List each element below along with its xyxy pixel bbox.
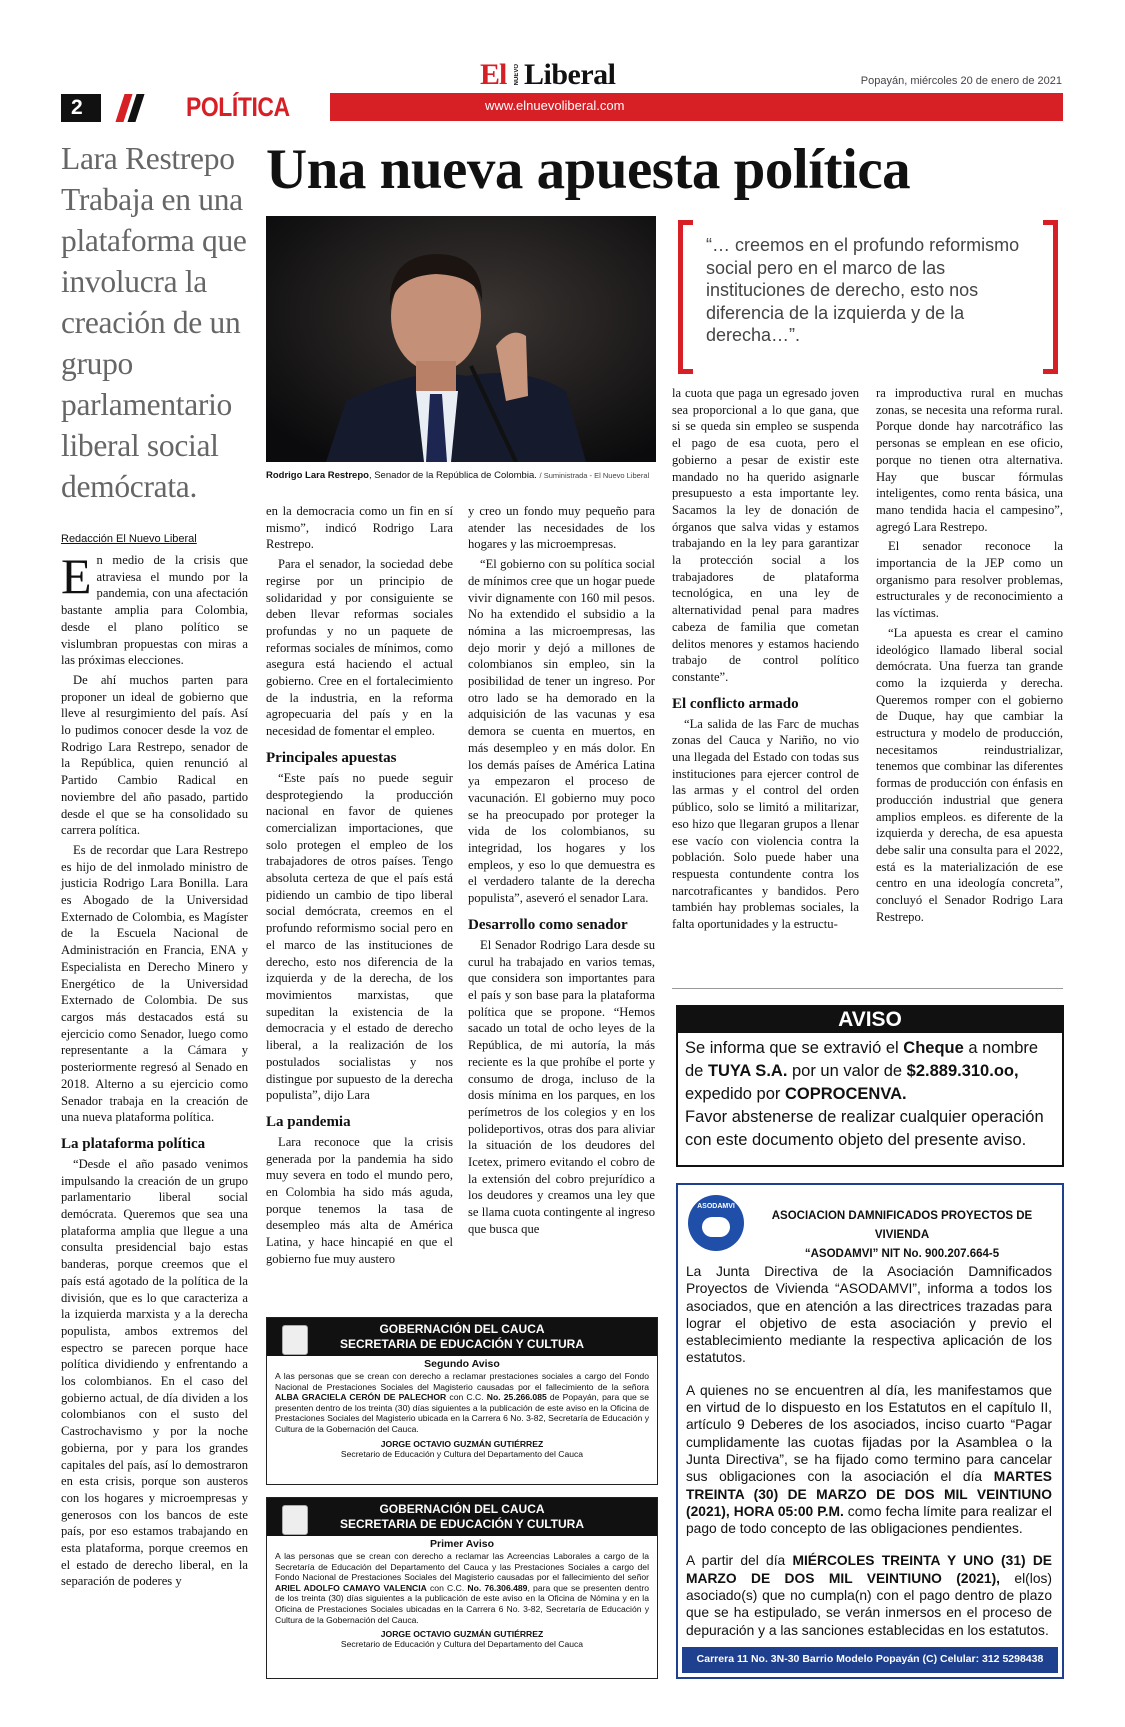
logo-el: El (480, 58, 507, 91)
notice2-t1: A las personas que se crean con derecho a reclamar las Acreencias Laborales a cargo de la Secretaría de Educación del Departamento del Cauca y las Prestaciones Sociales a cargo del Fondo Nacional de Prestaciones Sociales del Magisterio causadas por el fallecimiento del señor (275, 1551, 649, 1583)
article-column-5 (876, 385, 1063, 929)
article-photo (266, 216, 656, 462)
notice1-id: No. 25.266.085 (486, 1392, 547, 1403)
col2-p4: Lara reconoce que la crisis generada por la pandemia ha sido muy severa en todo el mundo pero, en Colombia ha sido más aguda, porque tenemos la tasa de desempleo más alta de América Latina, y hace hincapié en que el gobierno fue muy austero (266, 1134, 453, 1266)
asodamvi-title2: “ASODAMVI” NIT No. 900.207.664-5 (804, 1248, 1000, 1260)
pull-quote-text: “… creemos en el profundo reformismo social pero en el marco de las instituciones de derecho, esto nos diferencia de la izquierda y de la derecha…”. (706, 235, 1020, 345)
photo-credit: / Suministrada - El Nuevo Liberal (539, 471, 650, 480)
notice-segundo-aviso (266, 1317, 658, 1485)
page-number: 2 (71, 96, 83, 119)
asodamvi-p3 (686, 1552, 1052, 1638)
notice2-t3: , para que se presenten dentro de los treinta (30) días siguientes a la publicación de este aviso en la Oficina de Nómina y en la Oficina de Prestaciones Sociales ubicadas en la Carrera 6 No. 3-82, Secretaría de Educación y Cultura de la Gobernación del Cauca. (275, 1582, 649, 1625)
notice1-person: ALBA GRACIELA CERÓN DE PALECHOR (275, 1392, 447, 1403)
notice1-t1: A las personas que se crean con derecho a reclamar prestaciones sociales a cargo del Fondo Nacional de Prestaciones Sociales del Magisterio causadas por el fallecimiento de la señora (275, 1371, 649, 1392)
asodamvi-title (748, 1207, 1056, 1264)
asodamvi-logo-text: ASODAMVI (697, 1203, 735, 1210)
photo-caption (266, 470, 666, 481)
asodamvi-title1: ASOCIACION DAMNIFICADOS PROYECTOS DE VIVIENDA (771, 1210, 1033, 1241)
aviso-t2: a nombre de (685, 1039, 1039, 1080)
col3-p1: y creo un fondo muy pequeño para atender las necesidades de los hogares y las microempresas. (468, 504, 655, 552)
aviso-company: TUYA S.A. (707, 1062, 788, 1080)
handshake-icon (702, 1217, 730, 1237)
notice2-id: No. 76.306.489 (467, 1582, 528, 1593)
byline: Redacción El Nuevo Liberal (61, 533, 197, 545)
asodamvi-deadline: MARTES TREINTA (30) DE MARZO DE DOS MIL VEINTIUNO (2021), HORA 05:00 P.M. (686, 1469, 1052, 1519)
dateline: Popayán, miércoles 20 de enero de 2021 (860, 75, 1062, 87)
notice2-line1: GOBERNACIÓN DEL CAUCA (379, 1502, 545, 1516)
aviso-issuer: COPROCENVA. (785, 1085, 907, 1103)
aviso-cheque: Cheque (903, 1039, 964, 1057)
asodamvi-footer (682, 1647, 1058, 1673)
section-slash-icon (118, 94, 154, 122)
subhead-desarrollo: Desarrollo como senador (468, 916, 628, 933)
col4-p1: la cuota que paga un egresado joven sea proporcional a lo que gana, que si se queda sin empleo se suspenda el pago de esa cuota, pero el gobierno a pesar de existir este mandado no ha querido asignarle presupuesto a esta importante ley. Sacamos la ley de donación de órganos que salva vidas y estamos trabajando en la ley para garantizar la protección social a los trabajadores de plataforma tecnológica, en una ley de alternatividad penal para madres cabeza de familia que cometan delitos menores y estamos haciendo trabajo de control político constante”. (672, 386, 859, 684)
notice1-line2: SECRETARIA DE EDUCACIÓN Y CULTURA (339, 1337, 584, 1351)
notice1-line1: GOBERNACIÓN DEL CAUCA (379, 1322, 545, 1336)
aviso-box (676, 1005, 1064, 1167)
logo-nuevo: NUEVO (514, 64, 520, 86)
logo-liberal: Liberal (524, 58, 616, 91)
article-column-4 (672, 385, 859, 936)
notice2-signer: JORGE OCTAVIO GUZMÁN GUTIÉRREZ (380, 1629, 544, 1640)
asodamvi-body (686, 1263, 1052, 1639)
gobernacion-seal-icon (282, 1505, 308, 1535)
col3-p2: “El gobierno con su política social de mínimos cree que un hogar puede vivir dignamente con 160 mil pesos. No ha extendido el subsidio a la nómina a las microempresas, las dejo morir y dejó a millones de colombianos sin empleo, sin la posibilidad de tener un ingreso. Por otro lado se ha demorado en la adquisición de las vacunas y esa demora se cuenta en muertos, en más desempleo y en más dolor. En los demás países de América Latina ya empezaron el proceso de vacunación. El gobierno muy poco se ha preocupado por proteger la vida de los colombianos, su integridad, los hogares y los empleos, y eso lo que demuestra es el verdadero talante de la derecha populista”, aseveró el senador Lara. (468, 557, 655, 906)
col5-p1: ra improductiva rural en muchas zonas, se necesita una reforma rural. Porque donde hay narcotráfico las personas se emplean en ese oficio, porque no tienen otra alternativa. Hay que buscar fórmulas inteligentes, como renta básica, una mano tendida hacia el campesino”, agregó Lara Restrepo. (876, 386, 1063, 534)
col2-p3: “Este país no puede seguir desprotegiendo la producción nacional en favor de quienes comercializan importaciones, que solo protegen el empleo de los trabajadores de otros países. Tengo absoluta certeza de que el país está pidiendo un cambio de tipo liberal social demócrata, creemos en el profundo reformismo social pero en el marco de las instituciones de derecho, esto nos diferencia de la izquierda y de la derecha, de los movimientos marxistas, que supeditan la existencia de la democracia y el estado de derecho liberal, a la realización de los postulados socialistas y nos distingue por supuesto de la derecha populista”, dijo Lara (266, 770, 453, 1103)
gobernacion-seal-icon (282, 1325, 308, 1355)
col1-p4: “Desde el año pasado venimos impulsando la creación de un grupo parlamentario liberal social demócrata. Queremos que sea una plataforma amplia que llegue a una consulta presidencial bajo estas banderas, porque creemos que el país está agotado de la política de la división, que es lo que caracteriza a la izquierda marxista y a la derecha populista, ambos extremos del espectro se parecen porque hace política dividiendo y enfrentando a los colombianos. En el caso del gobierno actual, de día dividen a los colombianos con el susto del Castrochavismo y por la noche gobierna, por y para los grandes capitales del país, así lo demostraron en esta crisis, porque son austeros con los hogares y microempresas y generosos con los bancos de este país, por eso estamos trabajando en esta plataforma, porque creemos en el estado de derecho liberal, en la separación de poderes y (61, 1156, 248, 1589)
aviso-t5: Favor abstenerse de realizar cualquier operación con este documento objeto del presente aviso. (685, 1108, 1044, 1149)
page-header (0, 0, 1125, 130)
aviso-t1: Se informa que se extravió el (685, 1039, 904, 1057)
asodamvi-p3a: A partir del día (686, 1553, 793, 1569)
section-label: POLÍTICA (186, 92, 290, 122)
asodamvi-p2 (686, 1382, 1052, 1538)
asodamvi-p2a: A quienes no se encuentren al día, les manifestamos que en virtud de lo dispuesto en los Estatutos en el capítulo II, artículo 9 Deberes de los asociados, inciso cuarto “Pagar cumplidamente las cuotas fijadas por la Asamblea o la Junta Directiva”, se ha fijado como termino para cancelar sus obligaciones con la asociación el día (686, 1382, 1052, 1485)
subhead-apuestas: Principales apuestas (266, 749, 397, 766)
asodamvi-notice (676, 1183, 1064, 1679)
notice1-t2: con C.C. (446, 1392, 487, 1403)
asodamvi-p3c: el(los) asociado(s) que no cumpla(n) con el pago dentro de plazo que se ha estipulado, se verán inmersos en el proceso de depuración y a las sanciones establecidas en los estatutos. (686, 1570, 1052, 1638)
notice1-body (267, 1370, 657, 1436)
aviso-text (678, 1033, 1062, 1156)
notice1-subtitle: Segundo Aviso (424, 1358, 500, 1370)
col1-p3: Es de recordar que Lara Restrepo es hijo de del inmolado ministro de justicia Rodrigo Lara Bonilla. Lara es Abogado de la Universidad Externado de Colombia, es Magíster de la Escuela Nacional de Administración en Francia, ENA y Especialista en Derecho Minero y Energético de la Universidad Externado de Colombia. De sus cargos más destacados está su ejercicio como Senador, luego como representante a la Cámara y posteriormente regresó al Senado en 2018. Alterno a su ejercicio como Senador trabaja en la creación de una nueva plataforma política. (61, 842, 248, 1125)
notice2-t2: con C.C. (426, 1582, 468, 1593)
col4-p2: “La salida de las Farc de muchas zonas del Cauca y Nariño, no vio una llegada del Estado con todas sus instituciones para ejercer control de las armas y el control del orden público, solo se limitó a militarizar, eso hizo que llegaran grupos a llenar ese vacío con violencia contra la población. Solo puede haber una respuesta contundente contra los narcotraficantes y bandidos. Pero también hay problemas sociales, la falta oportunidades y la estructu- (672, 716, 859, 932)
notice1-t3: de Popayán, para que se presenten dentro de los treinta (30) días siguientes a la publicación de este aviso en la Oficina de Prestaciones Sociales del Magisterio ubicada en la Carrera 6 No. 3-82, Secretaría de Educación y Cultura de la Gobernación del Cauca. (275, 1392, 650, 1434)
col5-p2: El senador reconoce la importancia de la JEP como un organismo para resolver problemas, estructurales y de reconocimiento a las víctimas. (876, 539, 1063, 621)
notice2-subtitle: Primer Aviso (430, 1538, 494, 1550)
website-link[interactable]: www.elnuevoliberal.com (485, 98, 625, 113)
notice2-person: ARIEL ADOLFO CAMAYO VALENCIA (275, 1582, 427, 1593)
asodamvi-start-date: MIÉRCOLES TREINTA Y UNO (31) DE MARZO DE DOS MIL VEINTIUNO (2021), (686, 1553, 1052, 1586)
subhead-conflicto: El conflicto armado (672, 695, 799, 712)
notice2-body (267, 1550, 657, 1626)
notice2-line2: SECRETARIA DE EDUCACIÓN Y CULTURA (339, 1517, 584, 1531)
drop-cap: E (61, 548, 92, 604)
sidebar-title: Lara Restrepo Trabaja en una plataforma que involucra la creación de un grupo parlamentario liberal social demócrata. (61, 141, 247, 504)
article-column-2 (266, 503, 453, 1271)
col1-p1: n medio de la crisis que atraviesa el mundo por la pandemia, con una afectación bastante amplia para Colombia, desde el plano político se vislumbran propuestas con miras a las próximas elecciones. (61, 553, 248, 668)
col3-p3: El Senador Rodrigo Lara desde su curul ha trabajado en varios temas, que considera son importantes para el país y son base para la plataforma política que se propone. “Hemos sacado un total de ocho leyes de la República, de mi autoría, la más reciente es la que prohíbe el porte y consumo de droga, incluso de la dosis mínima en los parques, en los perímetros de los colegios y en los polideportivos, otras dos para aliviar la situación de los deudores del Icetex, primero evitando el cobro de la extensión del cobro prejurídico a los deudores y creamos una ley que se llama cuota contingente al ingreso que busca que (468, 937, 655, 1236)
asodamvi-logo (688, 1195, 744, 1251)
aviso-amount: $2.889.310.oo, (906, 1062, 1019, 1080)
aviso-title: AVISO (678, 1007, 1062, 1033)
notice2-signer-title: Secretario de Educación y Cultura del Departamento del Cauca (340, 1639, 584, 1650)
quote-bracket-right (1043, 220, 1058, 374)
header-red-bar (330, 93, 1063, 121)
page-number-box (61, 94, 101, 122)
asodamvi-footer-text: Carrera 11 No. 3N-30 Barrio Modelo Popayán (C) Celular: 312 5298438 (696, 1653, 1044, 1665)
asodamvi-p2c: como fecha límite para realizar el pago de todo concepto de las obligaciones pendientes. (686, 1503, 1052, 1537)
asodamvi-p1: La Junta Directiva de la Asociación Damnificados Proyectos de Vivienda “ASODAMVI”, informa a todos los asociados, que en atención a las directrices trazadas para lograr el objetivo de esta asociación y previo el establecimiento mediante la respectiva aplicación de los estatutos. (686, 1264, 1052, 1366)
notice1-signer-title: Secretario de Educación y Cultura del Departamento del Cauca (340, 1448, 584, 1459)
article-column-3 (468, 503, 655, 1241)
col1-p2: De ahí muchos parten para proponer un ideal de gobierno que lleve al resurgimiento del país. Así lo pudimos conocer desde la voz de Rodrigo Lara Restrepo, senador de la República, quien renunció al Partido Cambio Radical en noviembre del año pasado, partido desde el que se ha consolidado su carrera política. (61, 672, 248, 838)
article-column-1 (61, 548, 248, 1593)
col2-p1: en la democracia como un fin en sí mismo”, indicó Rodrigo Lara Restrepo. (266, 504, 453, 552)
subhead-plataforma: La plataforma política (61, 1135, 206, 1152)
headline: Una nueva apuesta política (266, 138, 911, 201)
col5-p3: “La apuesta es crear el camino ideológico llamado liberal social demócrata. Una fuerza tan grande como la izquierda y derecha. Queremos romper con el gobierno de Duque, hay que cambiar la estructura y modelo de producción, necesitamos reindustrializar, tenemos que combinar las diferentes formas de producción con énfasis en producción industrial que genera amplios empleos. es diferente de la izquierda y derecha, de esa apuesta debe salir una consulta para el 2022, está es la materialización de ese centro en una ideología concreta”, concluyó el Senador Rodrigo Lara Restrepo. (876, 625, 1063, 924)
notice-primer-aviso (266, 1497, 658, 1679)
quote-bracket-left (678, 220, 693, 374)
subhead-pandemia: La pandemia (266, 1113, 351, 1130)
caption-name: Rodrigo Lara Restrepo (266, 470, 369, 481)
aviso-t3: por un valor de (787, 1062, 907, 1080)
column-divider (672, 988, 1063, 989)
pull-quote (678, 220, 1058, 364)
caption-role: , Senador de la República de Colombia. (368, 470, 537, 481)
aviso-t4: expedido por (685, 1085, 785, 1103)
notice1-signer: JORGE OCTAVIO GUZMÁN GUTIÉRREZ (380, 1438, 544, 1449)
newspaper-logo[interactable] (480, 58, 650, 92)
col2-p2: Para el senador, la sociedad debe regirse por un principio de solidaridad y por consiguiente se deben llevar reformas sociales profundas y no un paquete de reformas sociales de mínimos, como asegura está haciendo el actual gobierno. Cree en el fortalecimiento de la industria, en la reforma agropecuaria del país y en la necesidad de fomentar el empleo. (266, 557, 453, 739)
